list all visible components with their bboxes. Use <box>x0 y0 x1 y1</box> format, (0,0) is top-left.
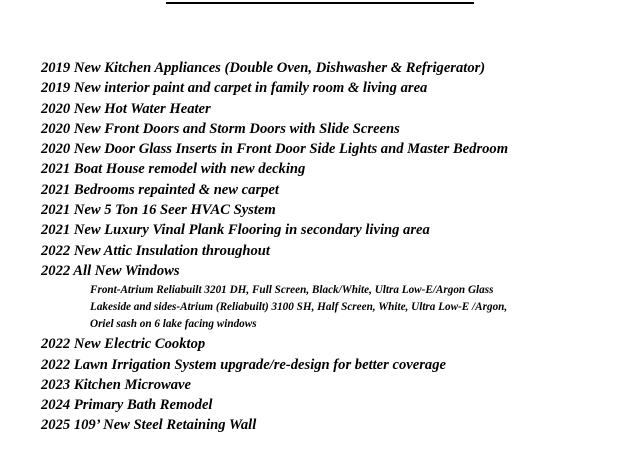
window-detail-line: Lakeside and sides-Atrium (Reliabuilt) 3100 SH, Half Screen, White, Ultra Low-E /Argon, <box>90 301 508 314</box>
list-item: 2022 New Attic Insulation throughout <box>41 242 270 259</box>
list-item: 2021 New Luxury Vinal Plank Flooring in secondary living area <box>41 222 430 239</box>
list-item: 2019 New Kitchen Appliances (Double Oven, Dishwasher & Refrigerator) <box>41 60 486 76</box>
list-item: 2021 New 5 Ton 16 Seer HVAC System <box>41 202 276 219</box>
list-item: 2020 New Door Glass Inserts in Front Door Side Lights and Master Bedroom <box>41 141 509 158</box>
window-details <box>41 281 631 334</box>
list-item: 2021 Boat House remodel with new decking <box>41 161 306 178</box>
list-item: 2022 All New Windows <box>41 262 180 279</box>
window-detail-line: Oriel sash on 6 lake facing windows <box>90 318 257 331</box>
list-item: 2020 New Hot Water Heater <box>41 100 211 117</box>
updates-list <box>41 58 631 436</box>
list-item: 2019 New interior paint and carpet in family room & living area <box>41 80 428 97</box>
list-item: 2023 Kitchen Microwave <box>41 376 191 393</box>
list-item: 2024 Primary Bath Remodel <box>41 397 213 414</box>
list-item: 2021 Bedrooms repainted & new carpet <box>41 181 279 198</box>
list-item: 2020 New Front Doors and Storm Doors with Slide Screens <box>41 120 400 137</box>
list-item: 2025 109’ New Steel Retaining Wall <box>41 417 257 434</box>
list-item: 2022 Lawn Irrigation System upgrade/re-design for better coverage <box>41 356 446 373</box>
window-detail-line: Front-Atrium Reliabuilt 3201 DH, Full Screen, Black/White, Ultra Low-E/Argon Glass <box>90 284 494 297</box>
list-item: 2022 New Electric Cooktop <box>41 336 206 353</box>
title-underline <box>166 2 474 4</box>
